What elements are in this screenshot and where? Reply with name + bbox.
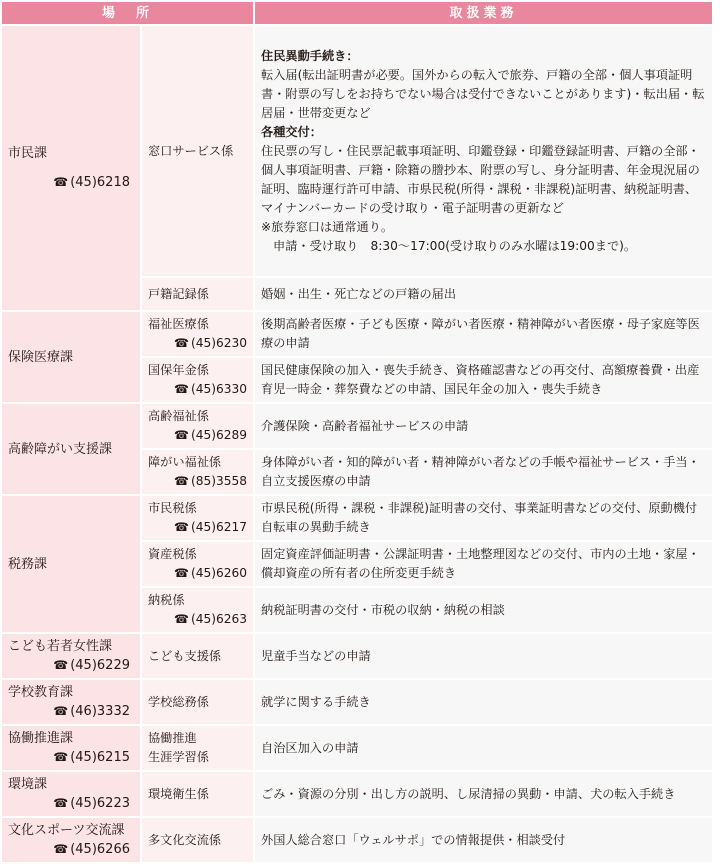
work-text: 後期高齢者医療・子ども医療・障がい者医療・精神障がい者医療・母子家庭等医療の申請 bbox=[261, 317, 700, 350]
dept-cell bbox=[1, 633, 141, 679]
dept-name: 高齢障がい支援課 bbox=[8, 441, 113, 457]
dept-name: 環境課 bbox=[8, 777, 48, 792]
phone-icon: ☎ bbox=[174, 474, 189, 488]
phone-icon: ☎ bbox=[53, 658, 69, 672]
dept-name: 文化スポーツ交流課 bbox=[8, 823, 125, 838]
section-name: 福祉医療係 bbox=[148, 317, 209, 331]
dept-cell bbox=[1, 725, 141, 771]
table-row bbox=[1, 633, 713, 679]
section-name: 市民税係 bbox=[148, 501, 197, 515]
dept-cell bbox=[1, 771, 141, 817]
work-cell bbox=[254, 449, 713, 495]
work-text: 身体障がい者・知的障がい者・精神障がい者などの手帳や福祉サービス・手当・自立支援医療の申請 bbox=[261, 455, 700, 488]
work-cell bbox=[254, 495, 713, 541]
section-cell bbox=[141, 311, 254, 357]
work-cell bbox=[254, 725, 713, 771]
section-name: 学校総務係 bbox=[148, 694, 209, 709]
dept-cell bbox=[1, 495, 141, 633]
work-heading: 住民異動手続き： bbox=[261, 48, 359, 63]
phone-icon: ☎ bbox=[174, 566, 189, 580]
dept-phone bbox=[8, 794, 134, 813]
work-cell bbox=[254, 541, 713, 587]
section-name: 窓口サービス係 bbox=[148, 143, 234, 158]
work-heading: 各種交付： bbox=[261, 124, 322, 139]
dept-name: 税務課 bbox=[8, 556, 48, 572]
section-cell bbox=[141, 357, 254, 403]
section-phone bbox=[148, 564, 247, 583]
phone-icon: ☎ bbox=[174, 428, 189, 442]
work-note: ※旅券窓口は通常通り。 bbox=[261, 219, 394, 234]
table-row bbox=[1, 403, 713, 449]
dept-name: こども若者女性課 bbox=[8, 639, 113, 654]
phone-number: (45)6217 bbox=[190, 520, 248, 534]
dept-phone bbox=[8, 748, 134, 767]
section-cell bbox=[141, 633, 254, 679]
dept-name: 学校教育課 bbox=[8, 685, 74, 700]
header-place: 場 所 bbox=[1, 1, 254, 25]
phone-number: (45)6266 bbox=[70, 842, 130, 857]
work-text: 固定資産評価証明書・公課証明書・土地整理図などの交付、市内の土地・家屋・償却資産の所有者の住所変更手続き bbox=[261, 547, 700, 580]
section-name: 協働推進 bbox=[148, 731, 197, 745]
dept-phone bbox=[8, 702, 134, 721]
section-cell bbox=[141, 725, 254, 771]
work-cell bbox=[254, 679, 713, 725]
table-row bbox=[1, 679, 713, 725]
table-row bbox=[1, 725, 713, 771]
section-name: 資産税係 bbox=[148, 547, 197, 561]
dept-cell bbox=[1, 679, 141, 725]
phone-number: (85)3558 bbox=[190, 474, 248, 488]
section-name: 障がい福祉係 bbox=[148, 455, 222, 469]
phone-number: (45)6215 bbox=[70, 750, 130, 765]
dept-cell bbox=[1, 403, 141, 495]
work-text: 介護保険・高齢者福祉サービスの申請 bbox=[261, 418, 469, 433]
work-text: 外国人総合窓口「ウェルサポ」での情報提供・相談受付 bbox=[261, 832, 566, 847]
section-name: 多文化交流係 bbox=[148, 832, 222, 847]
phone-number: (45)6230 bbox=[190, 336, 248, 350]
dept-cell bbox=[1, 311, 141, 403]
table-row bbox=[1, 771, 713, 817]
work-text: 住民票の写し・住民票記載事項証明、印鑑登録・印鑑登録証明書、戸籍の全部・個人事項証明書、戸籍・除籍の謄抄本、附票の写し、身分証明書、年金現況届の証明、臨時運行許可申請、市県民税(所得・課税・非課税)証明書、納税証明書、マイナンバーカードの受け取り・電子証明書の更新など bbox=[261, 143, 700, 215]
work-text: 国民健康保険の加入・喪失手続き、資格確認書などの再交付、高額療養費・出産育児一時金・葬祭費などの申請、国民年金の加入・喪失手続き bbox=[261, 363, 700, 396]
phone-icon: ☎ bbox=[53, 750, 69, 764]
work-cell bbox=[254, 357, 713, 403]
phone-number: (45)6223 bbox=[70, 796, 130, 811]
section-phone bbox=[148, 380, 247, 399]
table-row bbox=[1, 817, 713, 863]
section-phone bbox=[148, 610, 247, 629]
dept-name: 保険医療課 bbox=[8, 349, 74, 365]
phone-number: (45)6218 bbox=[70, 175, 130, 190]
phone-number: (45)6263 bbox=[190, 612, 248, 626]
work-text: 婚姻・出生・死亡などの戸籍の届出 bbox=[261, 286, 457, 301]
dept-cell bbox=[1, 817, 141, 863]
section-phone bbox=[148, 472, 247, 491]
work-cell bbox=[254, 817, 713, 863]
dept-name: 協働推進課 bbox=[8, 731, 74, 746]
section-cell bbox=[141, 679, 254, 725]
header-work: 取扱業務 bbox=[254, 1, 713, 25]
section-cell bbox=[141, 403, 254, 449]
table-row bbox=[1, 311, 713, 357]
table-row bbox=[1, 25, 713, 277]
work-text: 児童手当などの申請 bbox=[261, 648, 371, 663]
table-row bbox=[1, 495, 713, 541]
section-cell bbox=[141, 449, 254, 495]
work-cell bbox=[254, 403, 713, 449]
section-phone bbox=[148, 426, 247, 445]
phone-number: (45)6289 bbox=[190, 428, 248, 442]
work-cell bbox=[254, 311, 713, 357]
work-cell bbox=[254, 771, 713, 817]
work-text: 市県民税(所得・課税・非課税)証明書の交付、事業証明書などの交付、原動機付自転車の異動手続き bbox=[261, 501, 698, 534]
section-phone bbox=[148, 518, 247, 537]
section-cell bbox=[141, 771, 254, 817]
dept-phone bbox=[8, 840, 134, 859]
section-cell bbox=[141, 495, 254, 541]
dept-phone bbox=[8, 656, 134, 675]
phone-icon: ☎ bbox=[174, 382, 189, 396]
phone-icon: ☎ bbox=[174, 520, 189, 534]
phone-icon: ☎ bbox=[174, 336, 189, 350]
work-text: 転入届(転出証明書が必要。国外からの転入で旅券、戸籍の全部・個人事項証明書・附票の写しをお持ちでない場合は受付できないことがあります)・転出届・転居届・世帯変更など bbox=[261, 67, 705, 120]
section-cell bbox=[141, 25, 254, 277]
work-cell bbox=[254, 277, 713, 311]
dept-cell bbox=[1, 25, 141, 311]
section-phone bbox=[148, 334, 247, 353]
section-cell bbox=[141, 817, 254, 863]
phone-number: (46)3332 bbox=[70, 704, 130, 719]
phone-icon: ☎ bbox=[53, 842, 69, 856]
section-name: 環境衛生係 bbox=[148, 786, 209, 801]
work-note: 申請・受け取り 8:30～17:00(受け取りのみ水曜は19:00まで)。 bbox=[273, 238, 637, 253]
work-text: 自治区加入の申請 bbox=[261, 740, 359, 755]
phone-number: (45)6330 bbox=[190, 382, 248, 396]
section-name: 高齢福祉係 bbox=[148, 409, 209, 423]
section-cell bbox=[141, 587, 254, 633]
work-text: 就学に関する手続き bbox=[261, 694, 371, 709]
phone-number: (45)6229 bbox=[70, 658, 130, 673]
section-name: 生涯学習係 bbox=[148, 750, 209, 764]
phone-icon: ☎ bbox=[174, 612, 189, 626]
section-name: こども支援係 bbox=[148, 648, 222, 663]
work-cell bbox=[254, 587, 713, 633]
work-cell bbox=[254, 25, 713, 277]
section-cell bbox=[141, 277, 254, 311]
phone-icon: ☎ bbox=[53, 796, 69, 810]
section-name: 納税係 bbox=[148, 593, 185, 607]
phone-icon: ☎ bbox=[53, 175, 69, 189]
work-cell bbox=[254, 633, 713, 679]
phone-number: (45)6260 bbox=[190, 566, 248, 580]
dept-phone bbox=[8, 173, 134, 192]
work-text: ごみ・資源の分別・出し方の説明、し尿清掃の異動・申請、犬の転入手続き bbox=[261, 786, 676, 801]
table-header-row bbox=[1, 1, 713, 25]
dept-name: 市民課 bbox=[8, 146, 48, 161]
work-text: 納税証明書の交付・市税の収納・納税の相談 bbox=[261, 602, 505, 617]
section-name: 国保年金係 bbox=[148, 363, 209, 377]
section-cell bbox=[141, 541, 254, 587]
phone-icon: ☎ bbox=[53, 704, 69, 718]
section-name: 戸籍記録係 bbox=[148, 286, 209, 301]
